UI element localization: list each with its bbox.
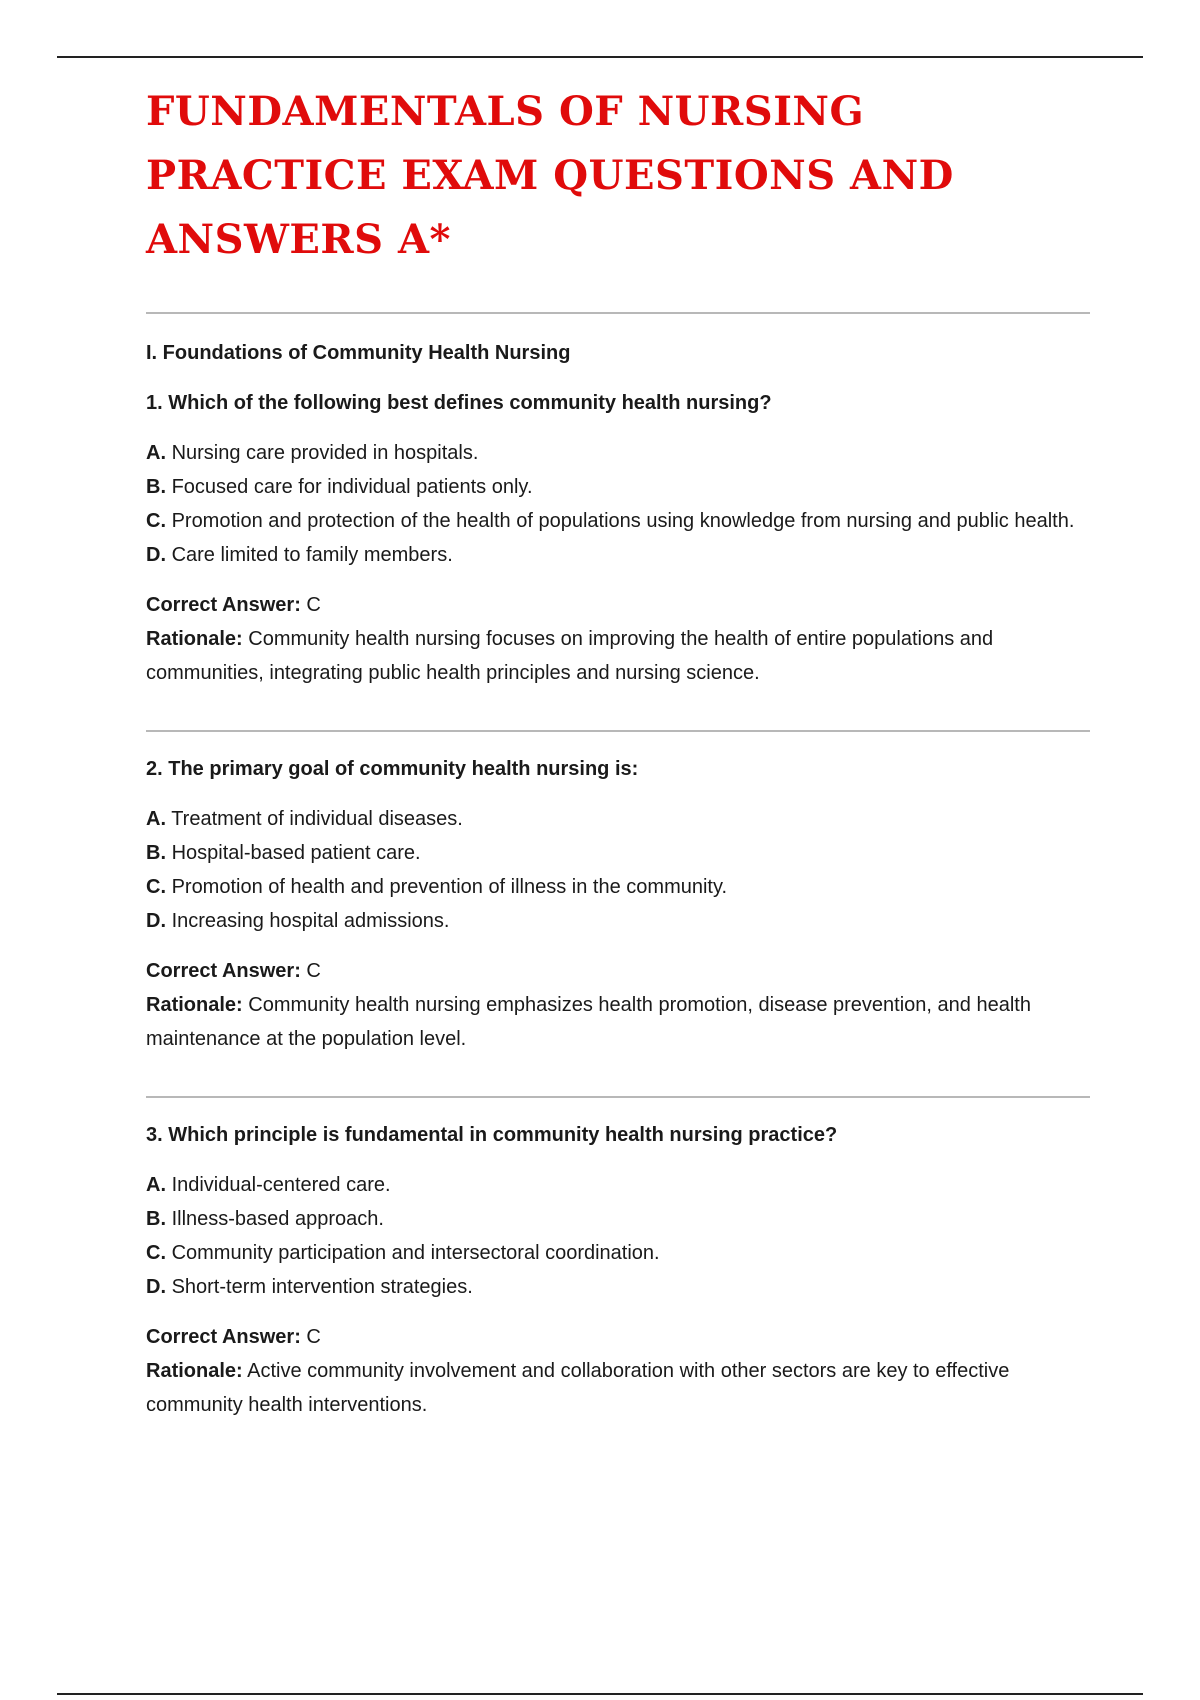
option-letter: B. [146,1208,166,1230]
option-letter: A. [146,1174,166,1196]
divider [146,312,1090,314]
option-c [146,870,1090,904]
option-d [146,538,1090,572]
rationale-text: Community health nursing focuses on improving the health of entire populations and communities, integrating public health principles and nursing science. [146,628,994,684]
document-title: FUNDAMENTALS OF NURSING PRACTICE EXAM QUESTIONS AND ANSWERS A* [146,88,954,263]
option-letter: D. [146,910,166,932]
rationale-label: Rationale: [146,994,243,1016]
option-c [146,504,1090,538]
option-text: Nursing care provided in hospitals. [171,442,479,464]
option-text: Promotion and protection of the health of populations using knowledge from nursing and public health. [171,510,1075,532]
correct-answer [146,1320,1090,1354]
question-text: 1. Which of the following best defines community health nursing? [146,392,772,414]
rationale-label: Rationale: [146,628,243,650]
correct-answer-label: Correct Answer: [146,1326,301,1348]
option-a [146,1168,1090,1202]
section-heading: I. Foundations of Community Health Nursing [146,342,571,364]
correct-answer-value: C [306,1326,321,1348]
question-block-3 [146,1122,1090,1422]
correct-answer-value: C [306,594,321,616]
option-letter: C. [146,510,166,532]
option-d [146,1270,1090,1304]
question-block-2 [146,756,1090,1056]
divider [146,1096,1090,1098]
option-letter: C. [146,1242,166,1264]
answer-block [146,588,1090,690]
option-text: Promotion of health and prevention of illness in the community. [171,876,728,898]
option-a [146,436,1090,470]
question-text: 2. The primary goal of community health nursing is: [146,758,639,780]
option-text: Treatment of individual diseases. [171,808,463,830]
option-letter: B. [146,842,166,864]
question-block-1 [146,390,1090,690]
option-letter: B. [146,476,166,498]
rationale-text: Active community involvement and collaboration with other sectors are key to effective community health interventions. [146,1360,1010,1416]
correct-answer [146,954,1090,988]
option-b [146,470,1090,504]
option-text: Illness-based approach. [171,1208,384,1230]
option-letter: A. [146,808,166,830]
document-body [146,80,1090,1422]
option-a [146,802,1090,836]
rationale [146,988,1090,1056]
option-letter: A. [146,442,166,464]
option-text: Short-term intervention strategies. [171,1276,473,1298]
option-letter: D. [146,1276,166,1298]
option-text: Increasing hospital admissions. [171,910,450,932]
page-top-rule [57,56,1143,58]
question-text: 3. Which principle is fundamental in community health nursing practice? [146,1124,838,1146]
option-d [146,904,1090,938]
page-bottom-rule [57,1693,1143,1695]
option-b [146,1202,1090,1236]
option-b [146,836,1090,870]
option-text: Individual-centered care. [171,1174,391,1196]
rationale-label: Rationale: [146,1360,243,1382]
correct-answer-label: Correct Answer: [146,960,301,982]
option-text: Hospital-based patient care. [171,842,421,864]
option-text: Care limited to family members. [171,544,453,566]
option-text: Community participation and intersectoral coordination. [171,1242,660,1264]
correct-answer [146,588,1090,622]
answer-block [146,954,1090,1056]
option-list [146,1168,1090,1304]
correct-answer-value: C [306,960,321,982]
option-c [146,1236,1090,1270]
option-list [146,802,1090,938]
rationale [146,1354,1090,1422]
option-letter: C. [146,876,166,898]
answer-block [146,1320,1090,1422]
divider [146,730,1090,732]
rationale-text: Community health nursing emphasizes health promotion, disease prevention, and health maintenance at the population level. [146,994,1031,1050]
option-list [146,436,1090,572]
rationale [146,622,1090,690]
option-text: Focused care for individual patients only. [171,476,533,498]
option-letter: D. [146,544,166,566]
correct-answer-label: Correct Answer: [146,594,301,616]
